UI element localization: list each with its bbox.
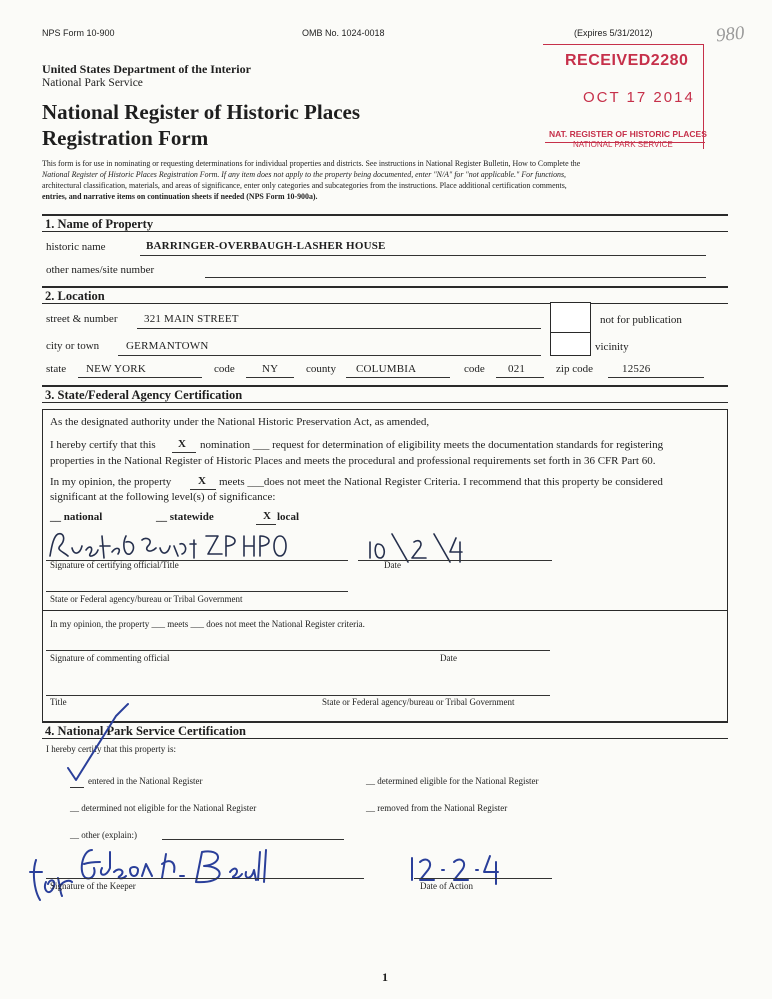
intro-line2: National Register of Historic Places Registration Form. If any item does not apply to the property being documented, enter "N/A" for "not applicable." For functions, (42, 170, 567, 179)
level-statewide[interactable]: __ statewide (156, 511, 214, 523)
commenting-signature-line (46, 650, 550, 651)
stamp-line1: NAT. REGISTER OF HISTORIC PLACES (549, 129, 707, 139)
nps-certify-text: I hereby certify that this property is: (46, 744, 176, 754)
omb-number: OMB No. 1024-0018 (302, 28, 385, 38)
zip-label: zip code (556, 363, 593, 375)
section2-bottom-rule-right (590, 303, 728, 304)
title-label: Title (50, 697, 67, 707)
intro-line4: entries, and narrative items on continuation sheets if needed (NPS Form 10-900a). (42, 192, 318, 201)
form-number: NPS Form 10-900 (42, 28, 115, 38)
intro-line1: This form is for use in nominating or requesting determinations for individual properties and districts. See instructions in National Register Bulletin, How to Complete the (42, 159, 581, 168)
section2-bottom-rule (42, 303, 550, 304)
cert-box-left (42, 409, 43, 721)
stamp-line2: NATIONAL PARK SERVICE (573, 140, 673, 149)
state-label: state (46, 363, 67, 375)
agency-label: State or Federal agency/bureau or Tribal Government (50, 594, 243, 604)
commenting-signature-label: Signature of commenting official (50, 653, 170, 663)
handwritten-number: 980 (714, 22, 746, 47)
county-code-label: code (464, 363, 485, 375)
level-local-mark[interactable]: X (263, 510, 271, 522)
zip-underline (608, 377, 704, 378)
city-label: city or town (46, 340, 100, 352)
other-names-underline (205, 277, 706, 278)
meets-mark[interactable]: X (198, 475, 206, 487)
option-determined-eligible[interactable]: __ determined eligible for the National Register (366, 776, 539, 786)
county-code-underline (496, 377, 544, 378)
section1-top-rule (42, 214, 728, 216)
authority-text: As the designated authority under the National Historic Preservation Act, as amended, (50, 416, 430, 428)
stamp-received: RECEIVED2280 (565, 52, 689, 69)
page-number: 1 (382, 970, 388, 984)
form-title-line2: Registration Form (42, 126, 209, 150)
zip-value[interactable]: 12526 (622, 363, 651, 375)
received-stamp (543, 44, 707, 149)
level-local: local (277, 511, 299, 523)
certify-line2: properties in the National Register of Historic Places and meets the procedural and professional requirements set forth in 36 CFR Part 60. (50, 455, 656, 467)
vicinity-label: vicinity (595, 341, 629, 353)
commenting-date-label: Date (440, 653, 457, 663)
street-value[interactable]: 321 MAIN STREET (144, 313, 239, 325)
county-code-value[interactable]: 021 (508, 363, 526, 375)
option-removed[interactable]: __ removed from the National Register (366, 803, 508, 813)
certifying-date-label: Date (384, 560, 401, 570)
county-value[interactable]: COLUMBIA (356, 363, 417, 375)
cert-box-top (42, 409, 728, 410)
section1-bottom-rule (42, 231, 728, 232)
state-value[interactable]: NEW YORK (86, 363, 146, 375)
cert-box-right (727, 409, 728, 721)
department: United States Department of the Interior (42, 62, 251, 76)
historic-name-underline (140, 255, 706, 256)
service: National Park Service (42, 77, 143, 89)
not-for-publication-label: not for publication (600, 314, 682, 326)
section2-top-rule (42, 286, 728, 288)
meets-mark-underline (190, 489, 216, 490)
not-for-publication-checkbox[interactable] (550, 302, 591, 334)
section3-bottom-rule (42, 402, 728, 403)
entered-check-underline (70, 787, 84, 788)
option-entered[interactable]: entered in the National Register (88, 776, 203, 786)
city-value[interactable]: GERMANTOWN (126, 340, 209, 352)
opinion-line2: significant at the following level(s) of significance: (50, 491, 276, 503)
county-label: county (306, 363, 336, 375)
agency-label2: State or Federal agency/bureau or Tribal Government (322, 697, 515, 707)
title-line (46, 695, 550, 696)
street-label: street & number (46, 313, 118, 325)
commenting-divider (42, 610, 728, 611)
state-code-value[interactable]: NY (262, 363, 279, 375)
street-underline (137, 328, 541, 329)
keeper-label: Signature of the Keeper (50, 881, 136, 891)
section1-title: 1. Name of Property (45, 217, 154, 231)
opinion-text-start: In my opinion, the property (50, 476, 172, 488)
section4-bottom-rule (42, 738, 728, 739)
historic-name-value[interactable]: BARRINGER-OVERBAUGH-LASHER HOUSE (146, 240, 386, 252)
state-underline (78, 377, 202, 378)
section3-top-rule (42, 385, 728, 387)
opinion-text-end: meets ___does not meet the National Register Criteria. I recommend that this property be considered (219, 476, 663, 488)
certify-text-end: nomination ___ request for determination of eligibility meets the documentation standards for registering (200, 439, 664, 451)
other-names-label: other names/site number (46, 264, 155, 276)
section4-top-rule (42, 721, 728, 723)
state-code-underline (246, 377, 294, 378)
section3-title: 3. State/Federal Agency Certification (45, 388, 243, 402)
keeper-signature-line (46, 878, 364, 879)
intro-line3: architectural classification, materials, and areas of significance, enter only categories and subcategories from the instructions. Place additional certification comments, (42, 181, 567, 190)
opinion2-text: In my opinion, the property ___ meets ___ does not meet the National Register criteria. (50, 619, 365, 629)
stamp-date: OCT 17 2014 (583, 89, 695, 106)
agency-line (46, 591, 348, 592)
form-title-line1: National Register of Historic Places (42, 100, 361, 124)
historic-name-label: historic name (46, 241, 106, 253)
section4-title: 4. National Park Service Certification (45, 724, 246, 738)
expiration: (Expires 5/31/2012) (574, 28, 653, 38)
certify-text-start: I hereby certify that this (50, 439, 156, 451)
level-local-underline (256, 524, 276, 525)
nomination-mark[interactable]: X (178, 438, 186, 450)
keeper-signature (26, 838, 286, 910)
city-underline (118, 355, 541, 356)
option-other[interactable]: __ other (explain:) (70, 830, 137, 840)
option-not-eligible[interactable]: __ determined not eligible for the National Register (70, 803, 257, 813)
section2-title: 2. Location (45, 289, 105, 303)
action-date-label: Date of Action (420, 881, 473, 891)
action-date-line (414, 878, 552, 879)
level-national[interactable]: __ national (50, 511, 103, 523)
vicinity-checkbox[interactable] (550, 332, 591, 356)
certifying-signature-label: Signature of certifying official/Title (50, 560, 179, 570)
state-code-label: code (214, 363, 235, 375)
stamp-underline (545, 142, 705, 143)
nomination-mark-underline (172, 452, 196, 453)
county-underline (346, 377, 450, 378)
